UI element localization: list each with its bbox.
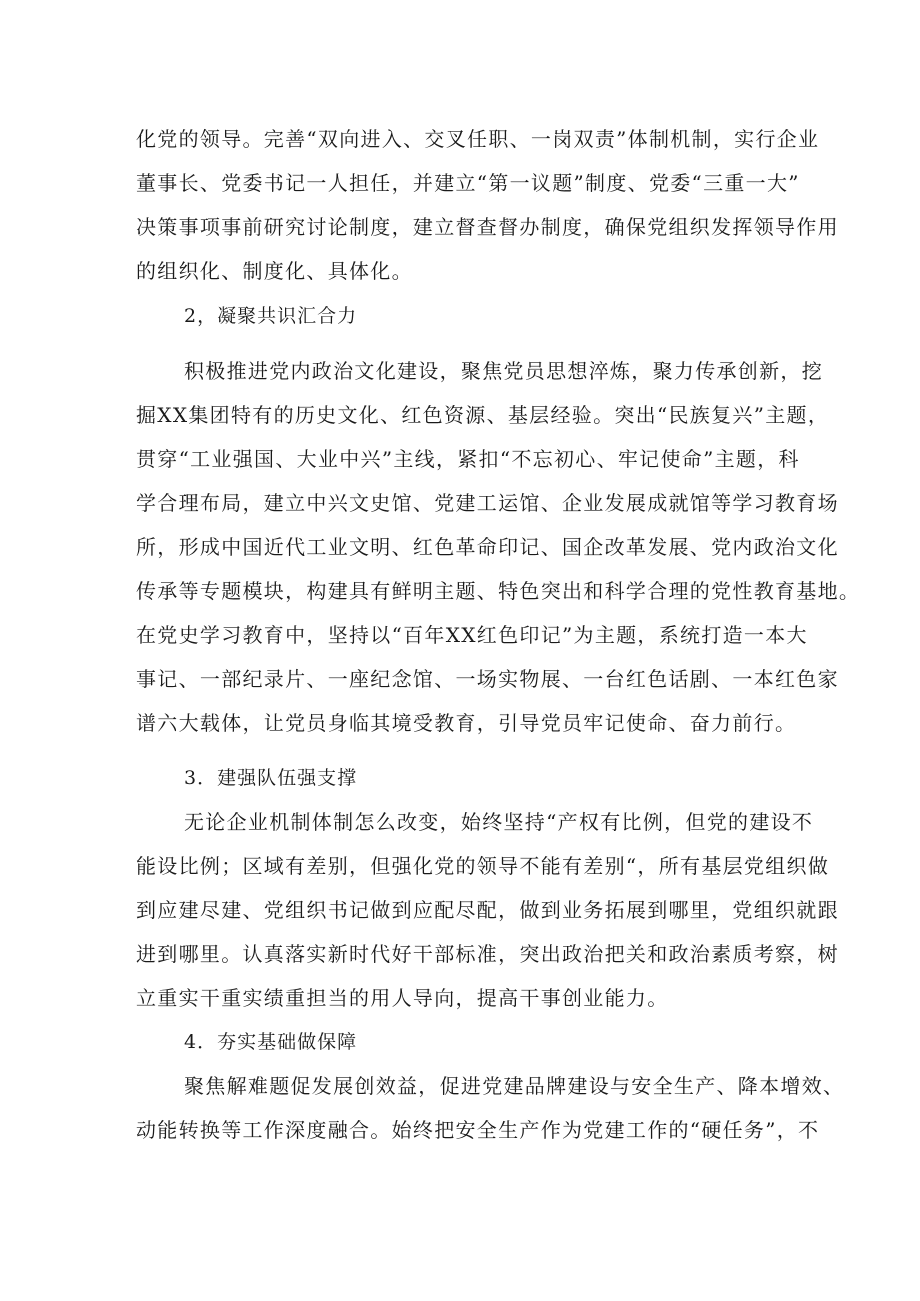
paragraph-line: 立重实干重实绩重担当的用人导向，提高干事创业能力。: [136, 986, 669, 1010]
paragraph-line: 贯穿“工业强国、大业中兴”主线，紧扣“不忘初心、牢记使命”主题，科: [136, 447, 800, 471]
paragraph-line: 到应建尽建、党组织书记做到应配尽配，做到业务拓展到哪里，党组织就跟: [136, 898, 839, 922]
paragraph-line: 传承等专题模块，构建具有鲜明主题、特色突出和科学合理的党性教育基地。: [136, 579, 861, 603]
paragraph-line: 聚焦解难题促发展创效益，促进党建品牌建设与安全生产、降本增效、: [184, 1074, 845, 1098]
section-heading-4: 4．夯实基础做保障: [184, 1031, 358, 1053]
paragraph-line: 积极推进党内政治文化建设，聚焦党员思想淬炼，聚力传承创新，挖: [184, 359, 823, 383]
paragraph-line: 董事长、党委书记一人担任，并建立“第一议题”制度、党委“三重一大”: [136, 171, 800, 195]
paragraph-line: 谱六大载体，让党员身临其境受教育，引导党员牢记使命、奋力前行。: [136, 711, 797, 735]
paragraph-line: 事记、一部纪录片、一座纪念馆、一场实物展、一台红色话剧、一本红色家: [136, 667, 839, 691]
section-heading-3: 3．建强队伍强支撑: [184, 767, 358, 789]
paragraph-line: 能设比例；区域有差别，但强化党的领导不能有差别“，所有基层党组织做: [136, 854, 830, 878]
paragraph-line: 进到哪里。认真落实新时代好干部标准，突出政治把关和政治素质考察，树: [136, 942, 839, 966]
paragraph-line: 无论企业机制体制怎么改变，始终坚持“产权有比例，但党的建设不: [184, 810, 814, 834]
paragraph-line: 学合理布局，建立中兴文史馆、党建工运馆、企业发展成就馆等学习教育场: [136, 491, 839, 515]
paragraph-line: 在党史学习教育中，坚持以“百年XX红色印记”为主题，系统打造一本大: [136, 623, 808, 647]
section-heading-2: 2，凝聚共识汇合力: [184, 305, 358, 327]
paragraph-line: 动能转换等工作深度融合。始终把安全生产作为党建工作的“硬任务”，不: [136, 1118, 820, 1142]
paragraph-line: 的组织化、制度化、具体化。: [136, 259, 413, 283]
paragraph-line: 所，形成中国近代工业文明、红色革命印记、国企改革发展、党内政治文化: [136, 535, 839, 559]
paragraph-line: 掘XX集团特有的历史文化、红色资源、基层经验。突出“民族复兴”主题，: [136, 403, 830, 427]
paragraph-line: 决策事项事前研究讨论制度，建立督查督办制度，确保党组织发挥领导作用: [136, 215, 839, 239]
paragraph-line: 化党的领导。完善“双向进入、交叉任职、一岗双责”体制机制，实行企业: [136, 127, 820, 151]
